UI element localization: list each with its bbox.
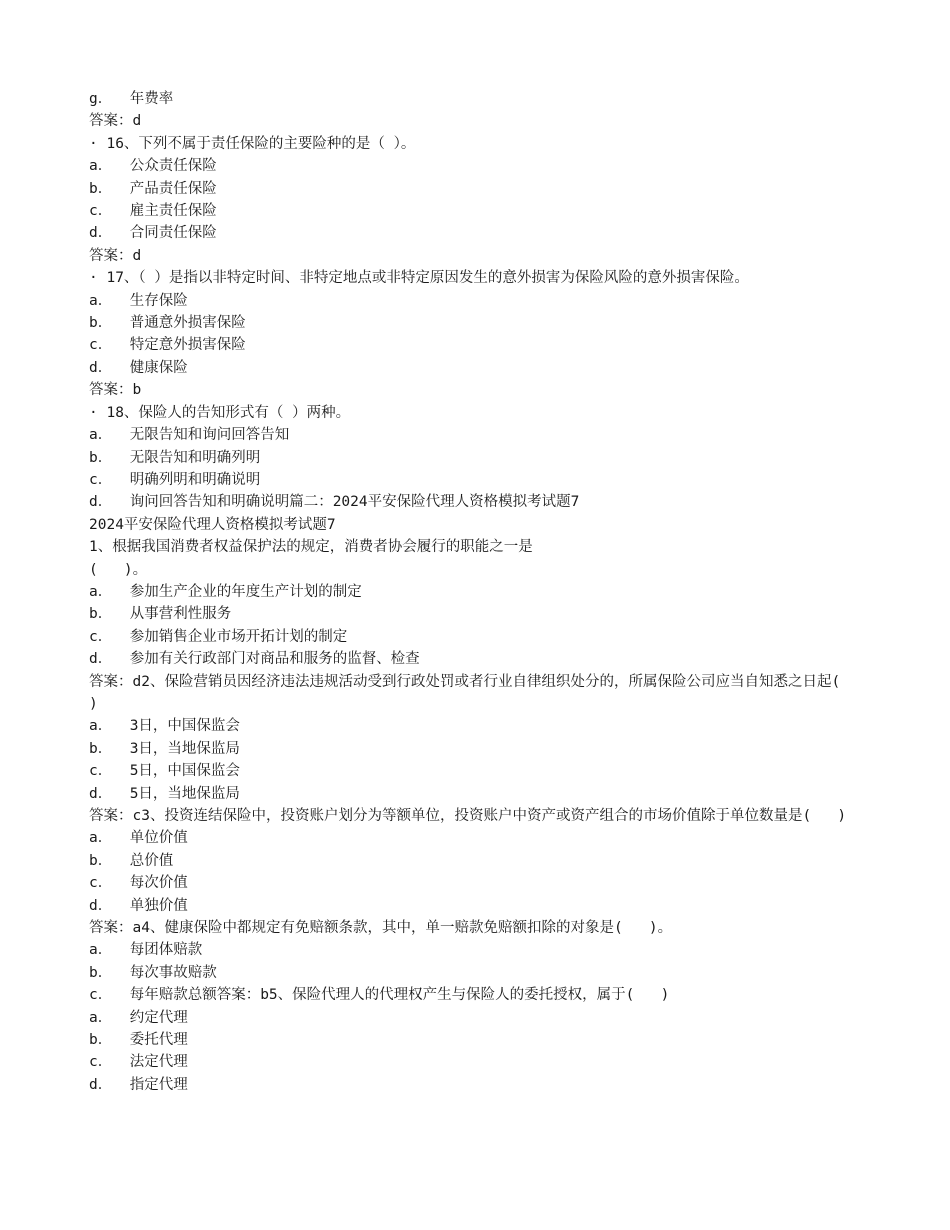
option-line: b． 3日，当地保监局 xyxy=(89,740,240,757)
section-title: 2024平安保险代理人资格模拟考试题7 xyxy=(89,516,336,533)
option-line: b． 总价值 xyxy=(89,852,174,869)
question-line: ( )。 xyxy=(89,561,148,578)
option-line: g． 年费率 xyxy=(89,91,174,107)
answer-line: 答案：b xyxy=(89,382,142,399)
option-line: c． 5日，中国保监会 xyxy=(89,763,240,780)
option-line: d． 指定代理 xyxy=(89,1076,188,1093)
option-line: b． 每次事故赔款 xyxy=(89,964,217,981)
option-line: a． 参加生产企业的年度生产计划的制定 xyxy=(89,583,362,600)
option-line: c． 参加销售企业市场开拓计划的制定 xyxy=(89,628,348,645)
option-line: c． 明确列明和明确说明 xyxy=(89,471,261,488)
option-line: b． 从事营利性服务 xyxy=(89,606,232,623)
question-line: · 17、（ ）是指以非特定时间、非特定地点或非特定原因发生的意外损害为保险风险的意外损害保险。 xyxy=(89,270,749,287)
option-line: d． 健康保险 xyxy=(89,359,188,376)
question-line: 1、根据我国消费者权益保护法的规定，消费者协会履行的职能之一是 xyxy=(89,539,533,556)
option-line: a． 每团体赔款 xyxy=(89,942,203,959)
question-line: · 18、保险人的告知形式有（ ）两种。 xyxy=(89,404,351,421)
option-line: b． 无限告知和明确列明 xyxy=(89,449,261,466)
option-line: b． 产品责任保险 xyxy=(89,180,217,197)
answer-line: 答案：d xyxy=(89,113,142,130)
option-line: c． 每次价值 xyxy=(89,875,188,892)
option-line: c． 每年赔款总额答案：b5、保险代理人的代理权产生与保险人的委托授权，属于( ) xyxy=(89,987,670,1004)
option-line: c． 法定代理 xyxy=(89,1054,188,1071)
option-line: d． 参加有关行政部门对商品和服务的监督、检查 xyxy=(89,651,420,668)
option-line: c． 雇主责任保险 xyxy=(89,203,217,220)
option-line: b． 委托代理 xyxy=(89,1032,188,1049)
option-line: d． 询问回答告知和明确说明篇二：2024平安保险代理人资格模拟考试题7 xyxy=(89,494,580,511)
option-line: a． 约定代理 xyxy=(89,1009,188,1026)
answer-line: 答案：c3、投资连结保险中，投资账户划分为等额单位，投资账户中资产或资产组合的市场价值除于单位数量是( ) xyxy=(89,808,847,824)
option-line: b． 普通意外损害保险 xyxy=(89,315,246,332)
answer-line: 答案：d xyxy=(89,247,142,264)
option-line: a． 生存保险 xyxy=(89,292,188,309)
option-line: a． 公众责任保险 xyxy=(89,158,217,175)
option-line: c． 特定意外损害保险 xyxy=(89,337,246,354)
option-line: d． 5日，当地保监局 xyxy=(89,785,240,802)
question-line: · 16、下列不属于责任保险的主要险种的是（ ）。 xyxy=(89,135,416,152)
option-line: a． 3日，中国保监会 xyxy=(89,718,240,735)
document-body xyxy=(89,88,867,1096)
option-line: a． 单位价值 xyxy=(89,830,188,847)
answer-line: 答案：a4、健康保险中都规定有免赔额条款，其中，单一赔款免赔额扣除的对象是( )。 xyxy=(89,920,673,937)
answer-line: 答案：d2、保险营销员因经济违法违规活动受到行政处罚或者行业自律组织处分的，所属保险公司应当自知悉之日起( ) xyxy=(89,673,867,712)
option-line: d． 单独价值 xyxy=(89,897,188,914)
option-line: a． 无限告知和询问回答告知 xyxy=(89,427,290,444)
option-line: d． 合同责任保险 xyxy=(89,225,217,242)
